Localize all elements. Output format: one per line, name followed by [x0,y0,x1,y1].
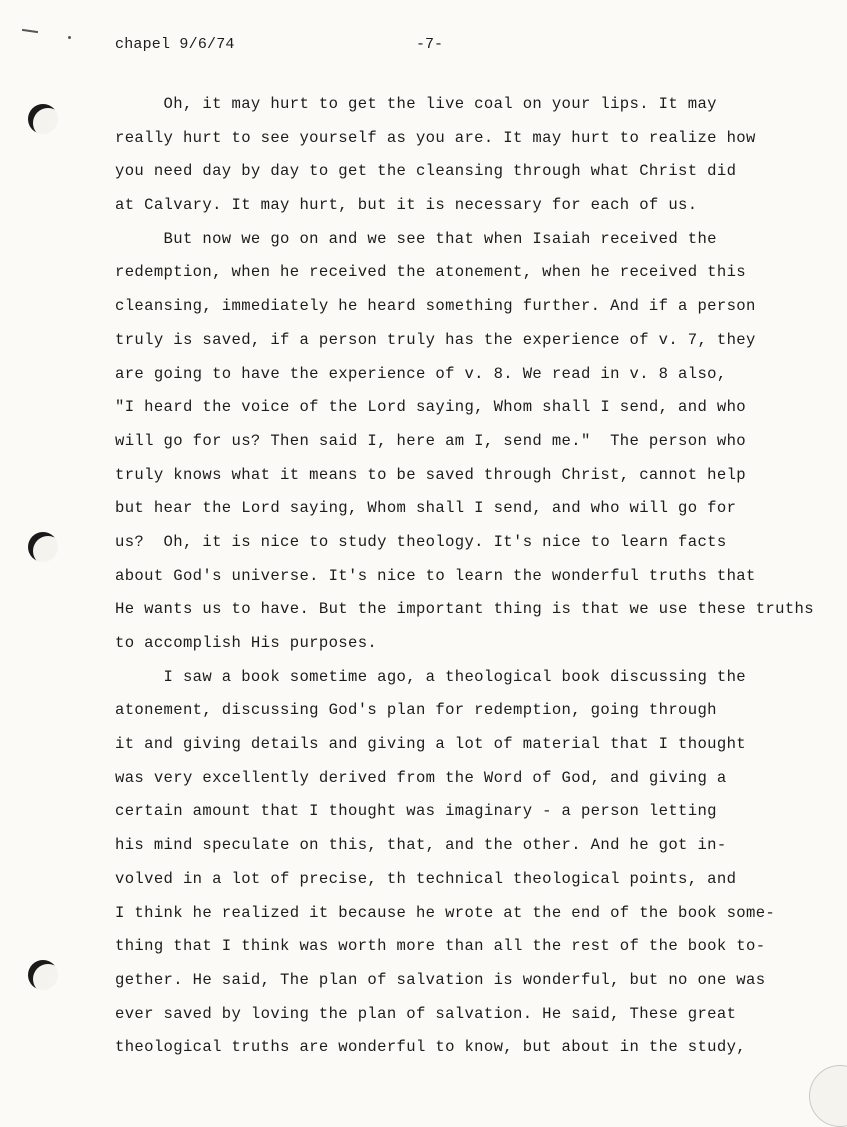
text-line: theological truths are wonderful to know, but about in the study, [115,1038,747,1057]
stray-dot [68,36,71,39]
text-line: about God's universe. It's nice to learn the wonderful truths that [115,566,756,585]
text-line: to accomplish His purposes. [115,634,378,652]
text-line: at Calvary. It may hurt, but it is necessary for each of us. [115,196,698,215]
text-line: his mind speculate on this, that, and the other. And he got in- [115,836,727,855]
text-line: atonement, discussing God's plan for redemption, going through [115,701,717,720]
text-line: but hear the Lord saying, Whom shall I send, and who will go for [115,499,737,518]
text-line: truly knows what it means to be saved through Christ, cannot help [115,465,747,484]
text-line: I think he realized it because he wrote at the end of the book some- [115,903,776,922]
text-line: But now we go on and we see that when Isaiah received the [115,229,717,248]
text-line: will go for us? Then said I, here am I, send me." The person who [115,431,747,450]
text-line: are going to have the experience of v. 8. We read in v. 8 also, [115,364,727,383]
text-line: truly is saved, if a person truly has the experience of v. 7, they [115,330,756,349]
text-line: ever saved by loving the plan of salvation. He said, These great [115,1004,737,1023]
text-line: thing that I think was worth more than all the rest of the book to- [115,937,766,956]
text-line: really hurt to see yourself as you are. It may hurt to realize how [115,128,756,147]
text-line: He wants us to have. But the important thing is that we use these truths [115,600,814,619]
punch-hole-top [28,104,58,134]
text-line: redemption, when he received the atonement, when he received this [115,263,747,282]
text-line: I saw a book sometime ago, a theological book discussing the [115,667,747,686]
text-line: Oh, it may hurt to get the live coal on your lips. It may [115,95,717,113]
text-line: us? Oh, it is nice to study theology. It's nice to learn facts [115,532,727,551]
stray-mark [22,29,38,33]
body-text [115,88,847,1065]
text-line: volved in a lot of precise, th technical theological points, and [115,869,737,888]
page-corner-curl [809,1065,847,1127]
text-line: cleansing, immediately he heard something further. And if a person [115,297,756,316]
punch-hole-middle [28,532,58,562]
text-line: certain amount that I thought was imaginary - a person letting [115,802,717,821]
punch-hole-bottom [28,960,58,990]
text-line: "I heard the voice of the Lord saying, Whom shall I send, and who [115,398,747,417]
page-number: -7- [416,36,444,53]
text-line: it and giving details and giving a lot of material that I thought [115,735,747,754]
page-header-title: chapel 9/6/74 [115,36,235,53]
text-line: gether. He said, The plan of salvation is wonderful, but no one was [115,970,766,989]
text-line: you need day by day to get the cleansing through what Christ did [115,162,737,181]
text-line: was very excellently derived from the Word of God, and giving a [115,768,727,787]
